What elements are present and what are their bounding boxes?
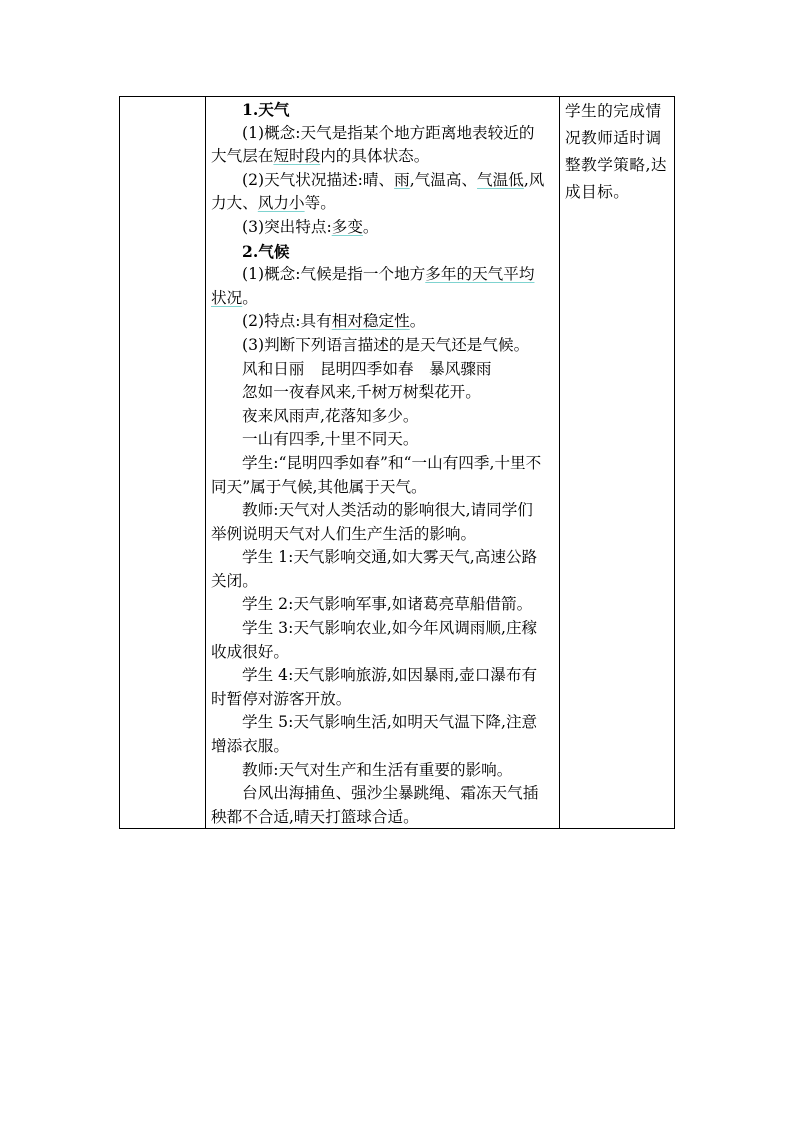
empty-left-cell (120, 97, 205, 828)
content-line (211, 664, 555, 688)
text-run: (3)判断下列语言描述的是天气还是气候。 (242, 335, 530, 354)
design-intent-line: 况教师适时调 (565, 129, 662, 147)
content-line (211, 263, 555, 287)
content-line (211, 617, 555, 641)
text-run: 学生 2:天气影响军事,如诸葛亮草船借箭。 (242, 595, 533, 614)
key-term: 相对稳定性 (331, 312, 410, 331)
lesson-table (119, 96, 675, 829)
key-term: 气温低 (477, 170, 524, 189)
text-run: (2)天气状况描述:晴、 (242, 170, 395, 189)
text-run: 学生 5:天气影响生活,如明天气温下降,注意 (242, 713, 538, 732)
section-heading (211, 98, 555, 122)
key-term: 短时段 (273, 147, 321, 166)
text-run: 同天”属于气候,其他属于天气。 (211, 477, 427, 496)
text-run: 风和日丽 昆明四季如春 暴风骤雨 (242, 359, 492, 378)
key-term: 状况 (211, 288, 243, 307)
content-line (211, 570, 555, 594)
text-run: 关闭。 (211, 571, 258, 590)
text-run: 学生 1:天气影响交通,如大雾天气,高速公路 (242, 548, 538, 567)
text-run: 。 (409, 312, 426, 331)
text-run: ,气温高、 (409, 170, 478, 189)
design-intent-line: 成目标。 (565, 183, 630, 201)
key-term: 雨 (394, 170, 410, 189)
content-line (211, 287, 555, 311)
text-run: 学生 4:天气影响旅游,如因暴雨,壶口瀑布有 (242, 666, 538, 685)
design-intent-line: 整教学策略,达 (565, 156, 668, 174)
column-divider (205, 97, 206, 828)
text-run: 大气层在 (211, 147, 274, 166)
text-run: 。 (362, 217, 379, 236)
content-line (211, 358, 555, 382)
text-run: 1.天气 (242, 100, 290, 119)
content-line (211, 381, 555, 405)
content-line (211, 759, 555, 783)
design-intent-line: 学生的完成情 (565, 102, 662, 120)
design-intent-cell (565, 97, 673, 828)
section-heading (211, 240, 555, 264)
text-run: 一山有四季,十里不同天。 (242, 430, 419, 449)
content-line (211, 711, 555, 735)
text-run: 等。 (304, 194, 336, 213)
content-line (211, 523, 555, 547)
content-line (211, 216, 555, 240)
text-run: (1)概念:天气是指某个地方距离地表较近的 (242, 123, 535, 142)
content-line (211, 122, 555, 146)
text-run: 教师:天气对人类活动的影响很大,请同学们 (242, 501, 533, 520)
text-run: 收成很好。 (211, 642, 289, 661)
text-run: 时暂停对游客开放。 (211, 689, 352, 708)
content-line (211, 476, 555, 500)
content-line (211, 310, 555, 334)
text-run: 举例说明天气对人们生产生活的影响。 (211, 524, 477, 543)
content-line (211, 428, 555, 452)
content-line (211, 641, 555, 665)
key-term: 多年的天气平均 (425, 265, 535, 284)
key-term: 多变 (331, 217, 363, 236)
text-run: (1)概念:气候是指一个地方 (242, 265, 426, 284)
text-run: (3)突出特点: (242, 217, 332, 236)
text-run: 学生:“昆明四季如春”和“一山有四季,十里不 (242, 453, 542, 472)
text-run: 台风出海捕鱼、强沙尘暴跳绳、霜冻天气插 (242, 784, 539, 803)
text-run: 夜来风雨声,花落知多少。 (242, 406, 419, 425)
content-line (211, 782, 555, 806)
content-line (211, 688, 555, 712)
text-run: (2)特点:具有 (242, 312, 332, 331)
text-run: 。 (242, 288, 258, 307)
text-run: ,风 (523, 170, 545, 189)
content-line (211, 145, 555, 169)
key-term: 风力小 (257, 194, 305, 213)
text-run: 内的具体状态。 (320, 147, 430, 166)
content-line (211, 452, 555, 476)
content-line (211, 546, 555, 570)
content-line (211, 334, 555, 358)
content-line (211, 405, 555, 429)
text-run: 力大、 (211, 194, 258, 213)
text-run: 秧都不合适,晴天打篮球合适。 (211, 807, 419, 826)
content-line (211, 192, 555, 216)
column-divider (559, 97, 560, 828)
text-run: 2.气候 (242, 241, 290, 261)
teaching-content-cell (211, 97, 555, 828)
text-run: 教师:天气对生产和生活有重要的影响。 (242, 760, 513, 779)
text-run: 增添衣服。 (211, 737, 289, 756)
content-line (211, 169, 555, 193)
content-line (211, 806, 555, 830)
content-line (211, 735, 555, 759)
content-line (211, 593, 555, 617)
content-line (211, 499, 555, 523)
text-run: 学生 3:天气影响农业,如今年风调雨顺,庄稼 (242, 619, 538, 638)
text-run: 忽如一夜春风来,千树万树梨花开。 (242, 383, 481, 402)
